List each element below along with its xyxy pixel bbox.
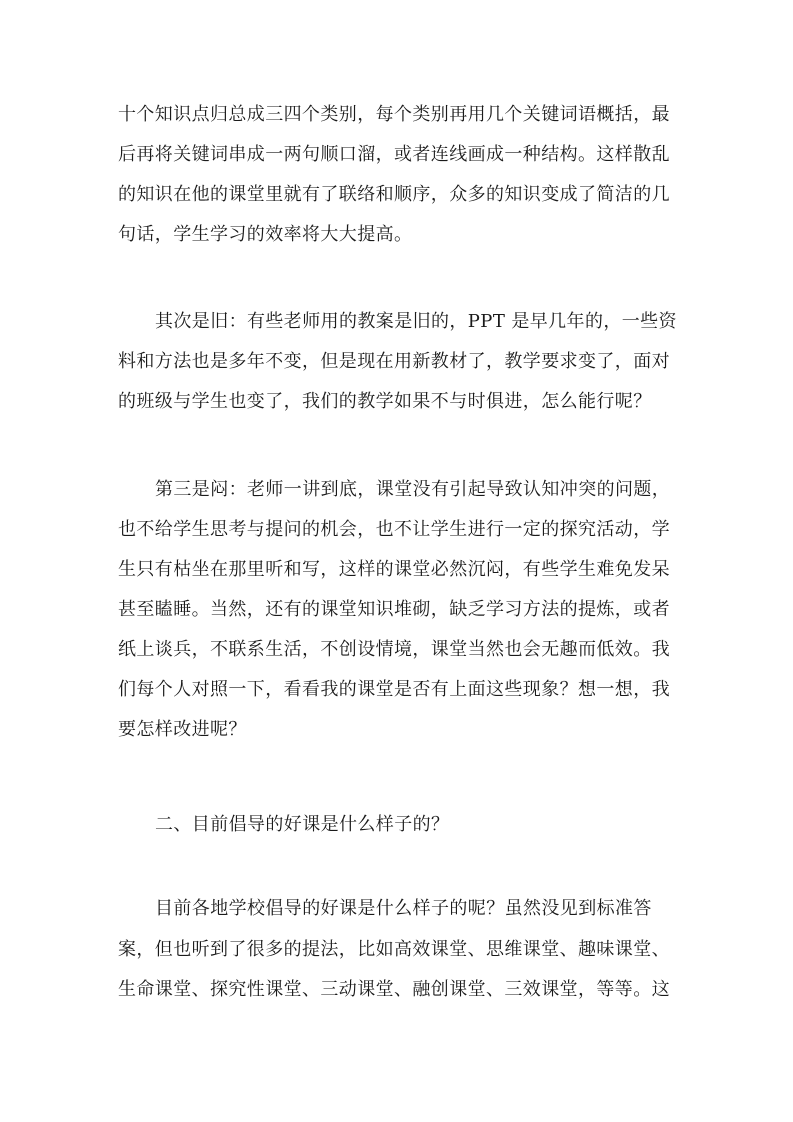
paragraph-3-line-2: 也不给学生思考与提问的机会，也不让学生进行一定的探究活动，学 [118,519,670,540]
paragraph-1-line-3: 的知识在他的课堂里就有了联络和顺序，众多的知识变成了简洁的几 [118,184,670,205]
paragraph-2-line-3: 的班级与学生也变了，我们的教学如果不与时俱进，怎么能行呢？ [118,391,652,412]
paragraph-4-line-2: 案，但也听到了很多的提法，比如高效课堂、思维课堂、趣味课堂、 [118,939,670,960]
section-heading: 二、目前倡导的好课是什么样子的？ [155,814,450,835]
paragraph-3-line-7: 要怎样改进呢？ [118,719,247,740]
paragraph-4-line-3: 生命课堂、探究性课堂、三动课堂、融创课堂、三效课堂，等等。这 [118,979,670,1000]
paragraph-1-line-1: 十个知识点归总成三四个类别，每个类别再用几个关键词语概括，最 [118,104,670,125]
paragraph-3-line-5: 纸上谈兵，不联系生活，不创设情境，课堂当然也会无趣而低效。我 [118,639,670,660]
paragraph-2-line-1: 其次是旧：有些老师用的教案是旧的，PPT 是早几年的，一些资 [155,311,677,332]
paragraph-3-line-1: 第三是闷：老师一讲到底，课堂没有引起导致认知冲突的问题， [155,479,671,500]
paragraph-3-line-6: 们每个人对照一下，看看我的课堂是否有上面这些现象？想一想，我 [118,679,670,700]
paragraph-1-line-4: 句话，学生学习的效率将大大提高。 [118,224,413,245]
paragraph-4-line-1: 目前各地学校倡导的好课是什么样子的呢？虽然没见到标准答 [155,898,652,919]
paragraph-2-line-2: 料和方法也是多年不变，但是现在用新教材了，教学要求变了，面对 [118,351,670,372]
paragraph-1-line-2: 后再将关键词串成一两句顺口溜，或者连线画成一种结构。这样散乱 [118,144,670,165]
paragraph-3-line-4: 甚至瞌睡。当然，还有的课堂知识堆砌，缺乏学习方法的提炼，或者 [118,599,670,620]
paragraph-3-line-3: 生只有枯坐在那里听和写，这样的课堂必然沉闷，有些学生难免发呆 [118,559,670,580]
